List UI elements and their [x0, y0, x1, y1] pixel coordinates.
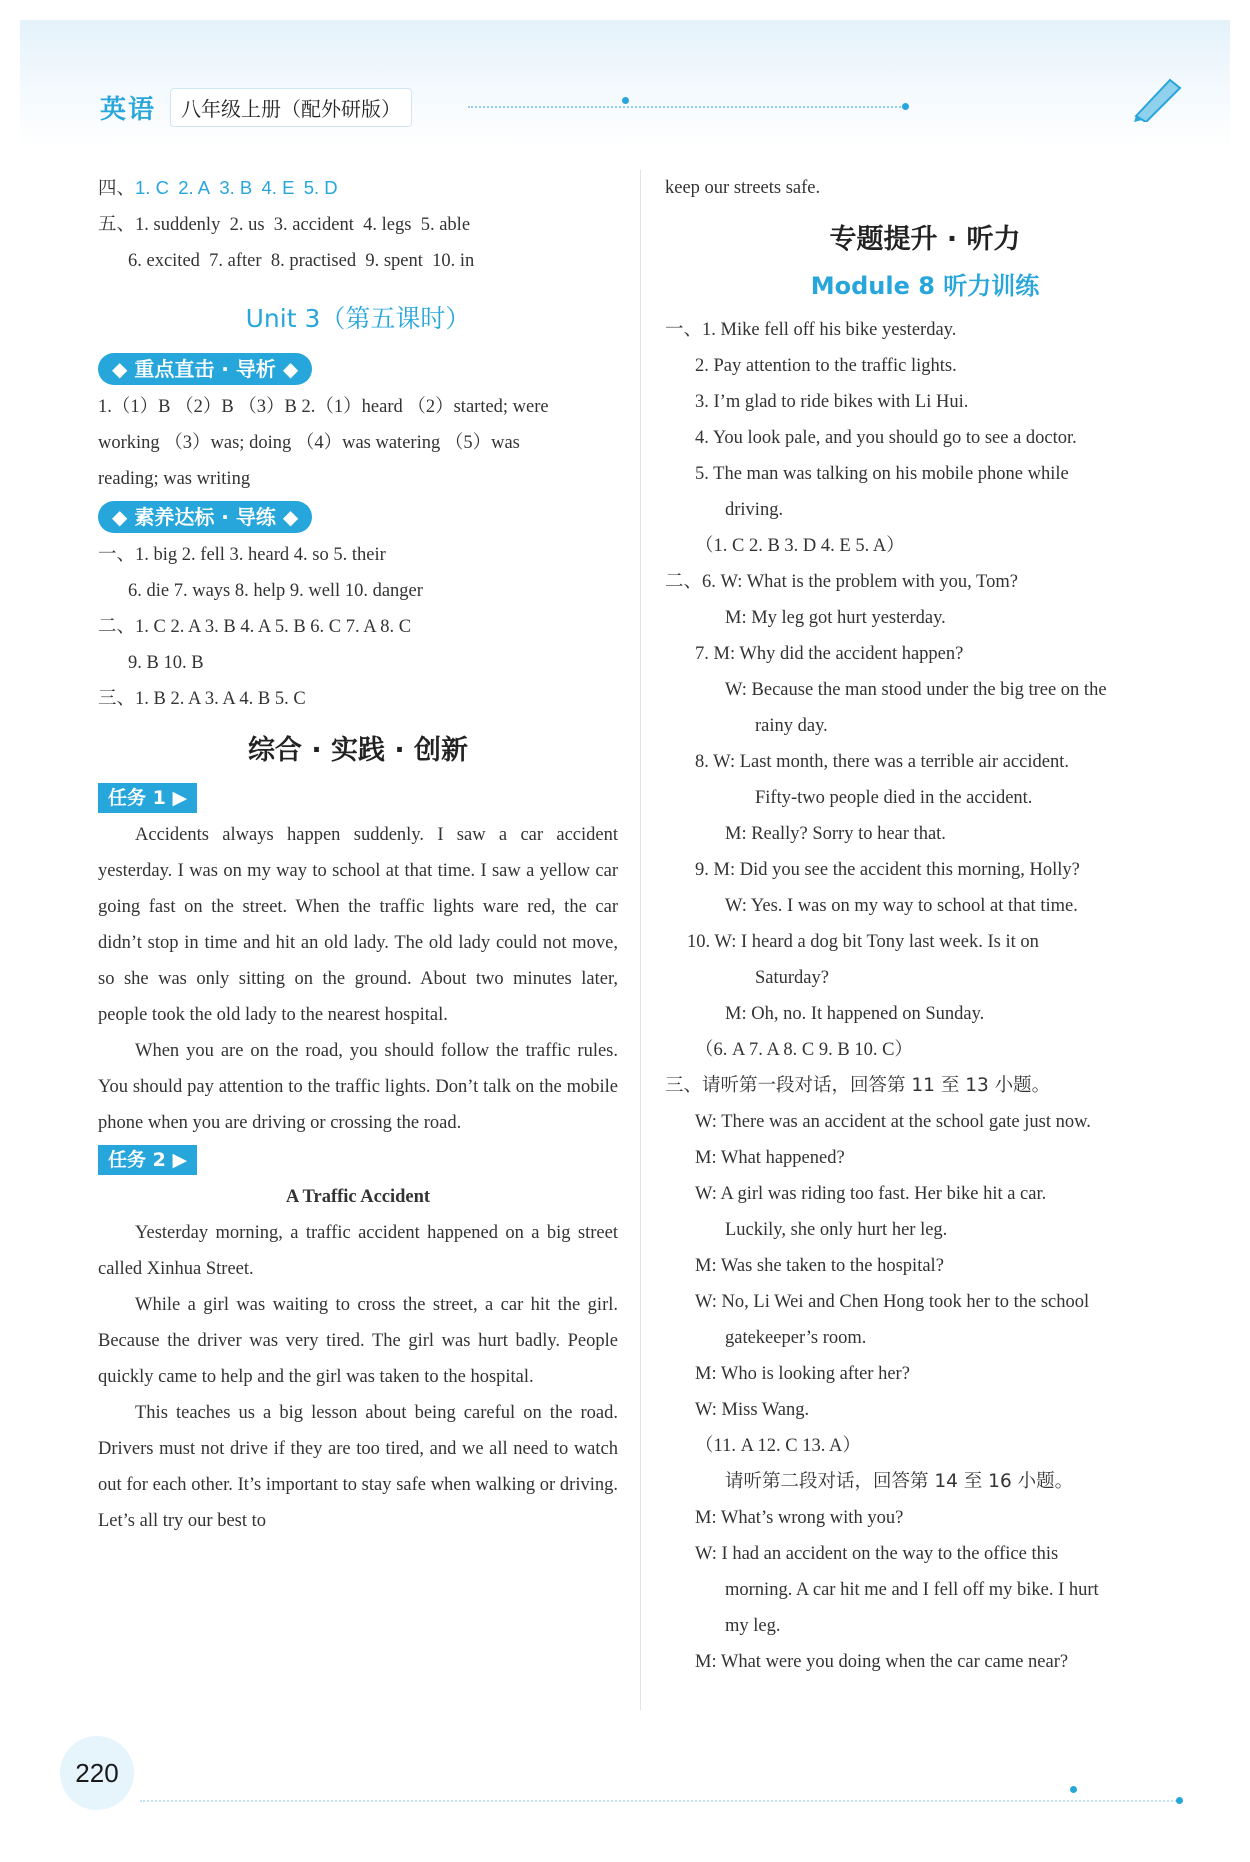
listening-line: M: My leg got hurt yesterday.: [725, 608, 946, 628]
dialogue-line: morning. A car hit me and I fell off my bike. I hurt: [725, 1580, 1099, 1600]
pen-icon: [1130, 72, 1190, 122]
dialogue-line: M: Was she taken to the hospital?: [695, 1256, 944, 1276]
section-pill: ◆ 素养达标 · 导练 ◆: [98, 501, 312, 533]
task-1-paragraph: When you are on the road, you should follow the traffic rules. You should pay attention to the traffic lights. Don’t talk on the mobile phone when you are driving or crossing the road.: [98, 1041, 618, 1133]
book-label: 八年级上册（配外研版）: [170, 88, 412, 127]
listening-line: M: Really? Sorry to hear that.: [725, 824, 946, 844]
dialogue-line: W: A girl was riding too fast. Her bike hit a car.: [695, 1184, 1047, 1204]
listening-answers: （6. A 7. A 8. C 9. B 10. C）: [695, 1040, 913, 1060]
answer-row-3: 三、1. B 2. A 3. A 4. B 5. C: [98, 688, 306, 709]
answer-row-5b: 6. excited 7. after 8. practised 9. spent 10. in: [128, 251, 475, 271]
listening-answers: （11. A 12. C 13. A）: [695, 1436, 861, 1456]
listening-line: driving.: [725, 500, 784, 520]
answer-row-4: 四、1. C 2. A 3. B 4. E 5. D: [98, 177, 338, 199]
task-2-paragraph: While a girl was waiting to cross the street, a car hit the girl. Because the driver was very tired. The girl was hurt badly. People quickly came to help and the girl was taken to the hospital.: [98, 1295, 618, 1387]
listening-line: 一、1. Mike fell off his bike yesterday.: [665, 319, 957, 340]
header-dotted-line: [468, 106, 908, 108]
listening-line: 7. M: Why did the accident happen?: [695, 644, 964, 664]
continued-text: keep our streets safe.: [665, 178, 821, 198]
task-1-label: 任务 1 ▶: [98, 783, 197, 813]
listening-line: 2. Pay attention to the traffic lights.: [695, 356, 957, 376]
page-number: 220: [60, 1736, 134, 1810]
task-1-paragraph: Accidents always happen suddenly. I saw a car accident yesterday. I was on my way to school at that time. I saw a yellow car going fast on the street. When the traffic lights ware red, the car didn’t stop in time and hit an old lady. The old lady could not move, so she was only sitting on the ground. About two minutes later, people took the old lady to the nearest hospital.: [98, 825, 618, 1025]
dialogue-line: M: What were you doing when the car came near?: [695, 1652, 1069, 1672]
dialogue-line: M: What happened?: [695, 1148, 845, 1168]
listening-line: W: Because the man stood under the big tree on the: [725, 680, 1107, 700]
listening-answers: （1. C 2. B 3. D 4. E 5. A）: [695, 536, 905, 556]
dialogue-line: gatekeeper’s room.: [725, 1328, 867, 1348]
header-dot: [902, 103, 909, 110]
listening-line: W: Yes. I was on my way to school at that time.: [725, 896, 1078, 916]
footer-dot: [1176, 1797, 1183, 1804]
key-line: reading; was writing: [98, 469, 251, 489]
header-band: [20, 20, 1230, 150]
key-line: 1.（1）B （2）B （3）B 2.（1）heard （2）started; were: [98, 397, 549, 417]
column-divider: [640, 170, 641, 1710]
dialogue-line: W: I had an accident on the way to the office this: [695, 1544, 1059, 1564]
subject-label: 英语: [100, 95, 157, 125]
listening-line: 4. You look pale, and you should go to see a doctor.: [695, 428, 1077, 448]
dialogue-line: M: What’s wrong with you?: [695, 1508, 904, 1528]
listening-line: 5. The man was talking on his mobile phone while: [695, 464, 1069, 484]
dialogue-line: Luckily, she only hurt her leg.: [725, 1220, 948, 1240]
answer-row-1b: 6. die 7. ways 8. help 9. well 10. danger: [128, 581, 423, 601]
listening-line: rainy day.: [755, 716, 828, 736]
listening-line: 10. W: I heard a dog bit Tony last week. Is it on: [687, 932, 1039, 952]
dialogue-line: W: No, Li Wei and Chen Hong took her to the school: [695, 1292, 1090, 1312]
dialogue-line: M: Who is looking after her?: [695, 1364, 910, 1384]
left-column: [98, 170, 618, 1539]
answer-row-5: 五、1. suddenly 2. us 3. accident 4. legs 5. able: [98, 214, 471, 235]
task-2-label: 任务 2 ▶: [98, 1145, 197, 1175]
listening-subtitle: Module 8 听力训练: [810, 272, 1040, 300]
listening-line: 3. I’m glad to ride bikes with Li Hui.: [695, 392, 969, 412]
right-column: [665, 170, 1185, 1680]
footer-dot: [1070, 1786, 1077, 1793]
section-pill: ◆ 重点直击 · 导析 ◆: [98, 353, 312, 385]
listening-line: 9. M: Did you see the accident this morning, Holly?: [695, 860, 1080, 880]
answer-row-2: 二、1. C 2. A 3. B 4. A 5. B 6. C 7. A 8. C: [98, 616, 412, 637]
listening-line: Saturday?: [755, 968, 829, 988]
listening-line: M: Oh, no. It happened on Sunday.: [725, 1004, 985, 1024]
task-2-paragraph: Yesterday morning, a traffic accident happened on a big street called Xinhua Street.: [98, 1223, 618, 1279]
listening-line: 8. W: Last month, there was a terrible air accident.: [695, 752, 1069, 772]
answer-row-1: 一、1. big 2. fell 3. heard 4. so 5. their: [98, 544, 386, 565]
task-2-title: A Traffic Accident: [285, 1187, 431, 1207]
listening-line: Fifty-two people died in the accident.: [755, 788, 1033, 808]
unit-title: Unit 3（第五课时）: [245, 304, 471, 333]
header: [100, 88, 412, 127]
listening-title: 专题提升 · 听力: [829, 224, 1021, 255]
dialogue-line: W: Miss Wang.: [695, 1400, 810, 1420]
section-title: 综合 · 实践 · 创新: [247, 735, 469, 766]
answer-row-2b: 9. B 10. B: [128, 653, 204, 673]
listening-line: 二、6. W: What is the problem with you, Tom?: [665, 571, 1018, 592]
task-2-paragraph: This teaches us a big lesson about being careful on the road. Drivers must not drive if they are too tired, and we all need to watch out for each other. It’s important to stay safe when walking or driving. Let’s all try our best to: [98, 1403, 618, 1531]
dialogue-line: my leg.: [725, 1616, 781, 1636]
header-dot: [622, 97, 629, 104]
listening-instruction: 请听第二段对话，回答第 14 至 16 小题。: [725, 1471, 1074, 1492]
listening-instruction: 三、请听第一段对话，回答第 11 至 13 小题。: [665, 1075, 1051, 1096]
key-line: working （3）was; doing （4）was watering （5）was: [98, 433, 520, 453]
footer-dotted-line: [140, 1800, 1180, 1802]
dialogue-line: W: There was an accident at the school gate just now.: [695, 1112, 1091, 1132]
